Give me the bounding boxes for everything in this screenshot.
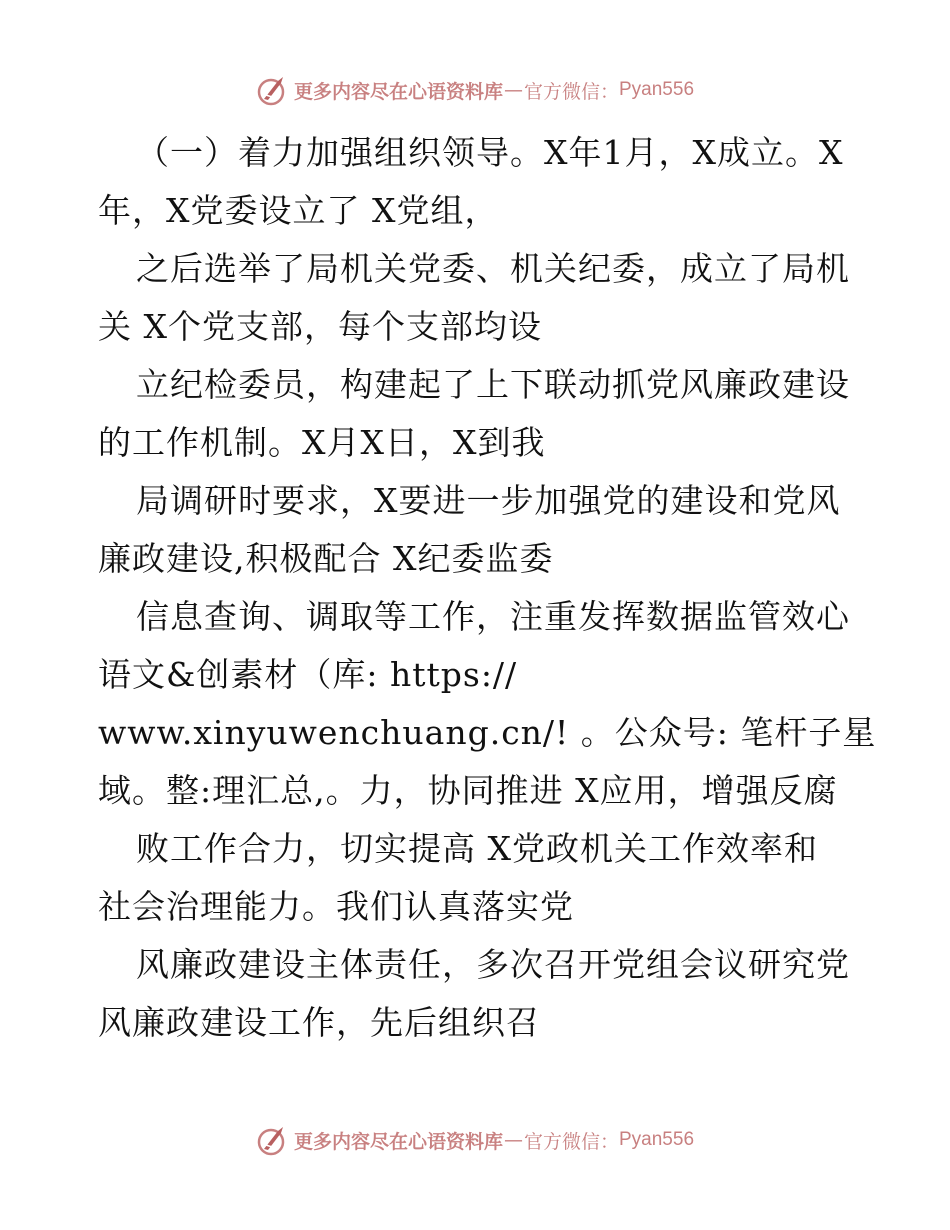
watermark-footer [0,1120,950,1160]
text-line: 廉政建设,积极配合 X纪委监委 [98,539,554,578]
pen-logo-icon [256,73,290,107]
text-line: 信息查询、调取等工作，注重发挥数据监管效心 [136,597,850,636]
watermark-dash: — [503,79,523,101]
text-line: 败工作合力，切实提高 X党政机关工作效率和 [136,829,818,868]
watermark-header [0,70,950,110]
watermark-main-text: 更多内容尽在心语资料库 [293,80,503,103]
text-line: 域。整:理汇总,。力，协同推进 X应用，增强反腐 [98,771,838,810]
text-line: 风廉政建设主体责任，多次召开党组会议研究党 [136,945,850,984]
text-line: 语文&创素材（库: https:// [98,655,518,694]
text-line: 社会治理能力。我们认真落实党 [98,887,574,926]
text-line: www.xinyuwenchuang.cn/! 。公众号: 笔杆子星 [98,713,877,752]
watermark-id: Pyan556 [619,79,695,100]
text-line: （一）着力加强组织领导。X年1月，X成立。X [136,133,844,172]
watermark-dash: — [503,1129,523,1151]
watermark-sub-text: 官方微信： [523,80,619,103]
text-line: 年，X党委设立了 X党组， [98,191,499,230]
watermark-id: Pyan556 [619,1129,695,1150]
text-line: 风廉政建设工作，先后组织召 [98,1003,540,1042]
watermark-main-text: 更多内容尽在心语资料库 [293,1130,503,1153]
text-line: 之后选举了局机关党委、机关纪委，成立了局机 [136,249,850,288]
pen-logo-icon [256,1123,290,1157]
document-body [98,124,877,1052]
watermark-sub-text: 官方微信： [523,1130,619,1153]
text-line: 局调研时要求，X要进一步加强党的建设和党风 [136,481,841,520]
text-line: 的工作机制。X月X日，X到我 [98,423,546,462]
text-line: 立纪检委员，构建起了上下联动抓党风廉政建设 [136,365,850,404]
text-line: 关 X个党支部，每个支部均设 [98,307,542,346]
